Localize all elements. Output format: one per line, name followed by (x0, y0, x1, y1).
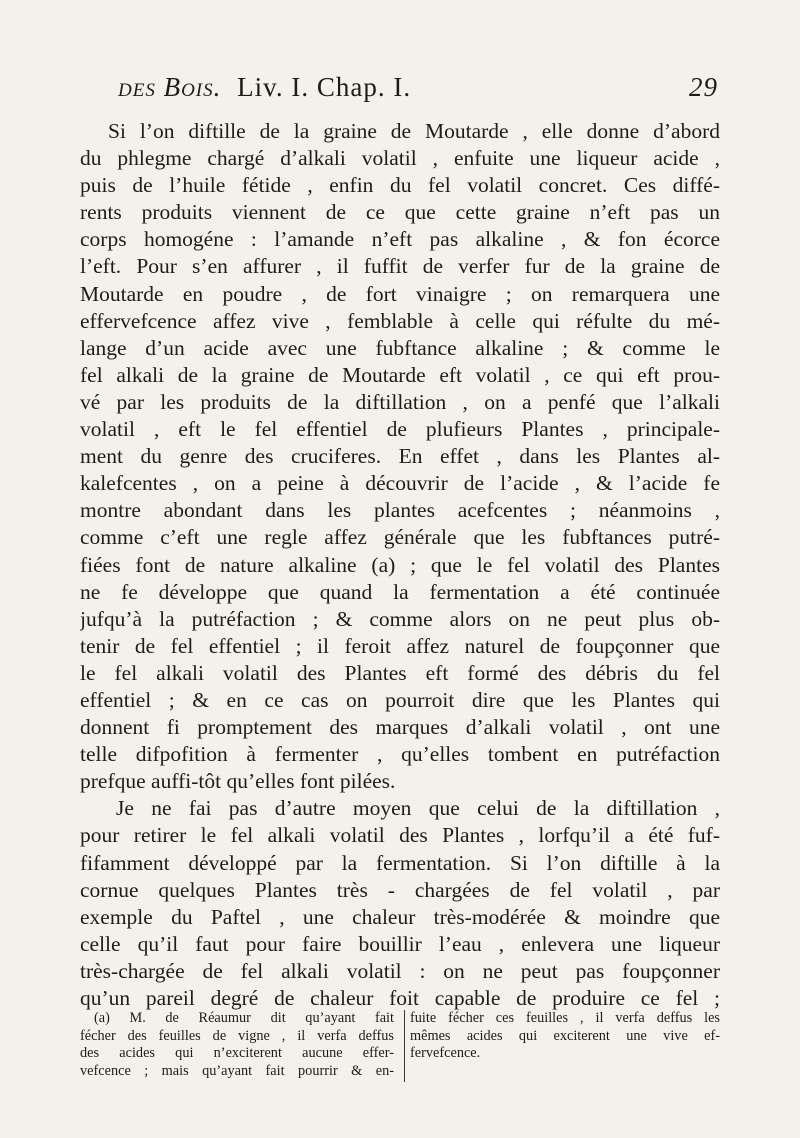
text-line: tenir de fel effentiel ; il feroit affez naturel de foupçonner que (80, 633, 720, 658)
text-line: Si l’on diftille de la graine de Moutarde , elle donne d’abord (108, 119, 720, 143)
running-head-chapter: Liv. I. Chap. I. (237, 72, 412, 102)
text-line: exemple du Paftel , une chaleur très-modérée & moindre que (80, 904, 720, 929)
running-head-title: des Bois. (118, 72, 222, 102)
text-line: montre abondant dans les plantes acefcentes ; néanmoins , (80, 498, 720, 523)
footnote-column-right (410, 1010, 720, 1063)
text-line: comme c’eft une regle affez générale que les fubftances putré- (80, 525, 720, 550)
footnote-line: (a) M. de Réaumur dit qu’ayant fait (94, 1010, 394, 1026)
text-line: pour retirer le fel alkali volatil des Plantes , lorfqu’il a été fuf- (80, 823, 720, 848)
footnote-line: des acides qui n’exciterent aucune effer- (80, 1045, 394, 1062)
footnote-line: fervefcence. (410, 1045, 481, 1062)
text-line: donnent fi promptement des marques d’alkali volatil , ont une (80, 715, 720, 740)
text-line: le fel alkali volatil des Plantes eft formé des débris du fel (80, 660, 720, 685)
footnote-column-left (80, 1010, 405, 1082)
text-line: ne fe développe que quand la fermentation a été continuée (80, 579, 720, 604)
text-line: kalefcentes , on a peine à découvrir de l’acide , & l’acide fe (80, 471, 720, 496)
text-line: ment du genre des cruciferes. En effet , dans les Plantes al- (80, 444, 720, 469)
text-line: Moutarde en poudre , de fort vinaigre ; on remarquera une (80, 281, 720, 306)
footnote-line: vefcence ; mais qu’ayant fait pourrir & en- (80, 1062, 394, 1079)
text-line: jufqu’à la putréfaction ; & comme alors on ne peut plus ob- (80, 606, 720, 631)
text-line: très-chargée de fel alkali volatil : on ne peut pas foupçonner (80, 958, 720, 983)
text-line: cornue quelques Plantes très - chargées de fel volatil , par (80, 877, 720, 902)
text-line: fiées font de nature alkaline (a) ; que le fel volatil des Plantes (80, 552, 720, 577)
text-line: l’eft. Pour s’en affurer , il fuffit de verfer fur de la graine de (80, 254, 720, 279)
text-line: effervefcence affez vive , femblable à celle qui réfulte du mé- (80, 308, 720, 333)
text-line: effentiel ; & en ce cas on pourroit dire que les Plantes qui (80, 687, 720, 712)
page-number: 29 (689, 72, 718, 102)
text-line: rents produits viennent de ce que cette graine n’eft pas un (80, 200, 720, 225)
footnote-line: fuite fécher ces feuilles , il verfa deffus les (410, 1010, 720, 1026)
text-line: vé par les produits de la diftillation , on a penfé que l’alkali (80, 389, 720, 414)
text-line: volatil , eft le fel effentiel de plufieurs Plantes , principale- (80, 417, 720, 442)
footnote-line: fécher des feuilles de vigne , il verfa deffus (80, 1027, 394, 1044)
text-line: prefque auffi-tôt qu’elles font pilées. (80, 769, 396, 794)
running-head (118, 72, 718, 103)
text-line: fel alkali de la graine de Moutarde eft volatil , ce qui eft prou- (80, 362, 720, 387)
text-line: telle difpofition à fermenter , qu’elles tombent en putréfaction (80, 742, 720, 767)
footnote-line: mêmes acides qui exciterent une vive ef- (410, 1027, 720, 1044)
text-line: du phlegme chargé d’alkali volatil , enfuite une liqueur acide , (80, 146, 720, 171)
body-text (80, 118, 720, 1012)
text-line: qu’un pareil degré de chaleur foit capable de produire ce fel ; (80, 986, 720, 1010)
text-line: celle qu’il faut pour faire bouillir l’eau , enlevera une liqueur (80, 931, 720, 956)
text-line: lange d’un acide avec une fubftance alkaline ; & comme le (80, 335, 720, 360)
text-line: corps homogéne : l’amande n’eft pas alkaline , & fon écorce (80, 227, 720, 252)
text-line: fifamment développé par la fermentation. Si l’on diftille à la (80, 850, 720, 875)
text-line: Je ne fai pas d’autre moyen que celui de la diftillation , (116, 796, 720, 821)
text-line: puis de l’huile fétide , enfin du fel volatil concret. Ces diffé- (80, 173, 720, 198)
